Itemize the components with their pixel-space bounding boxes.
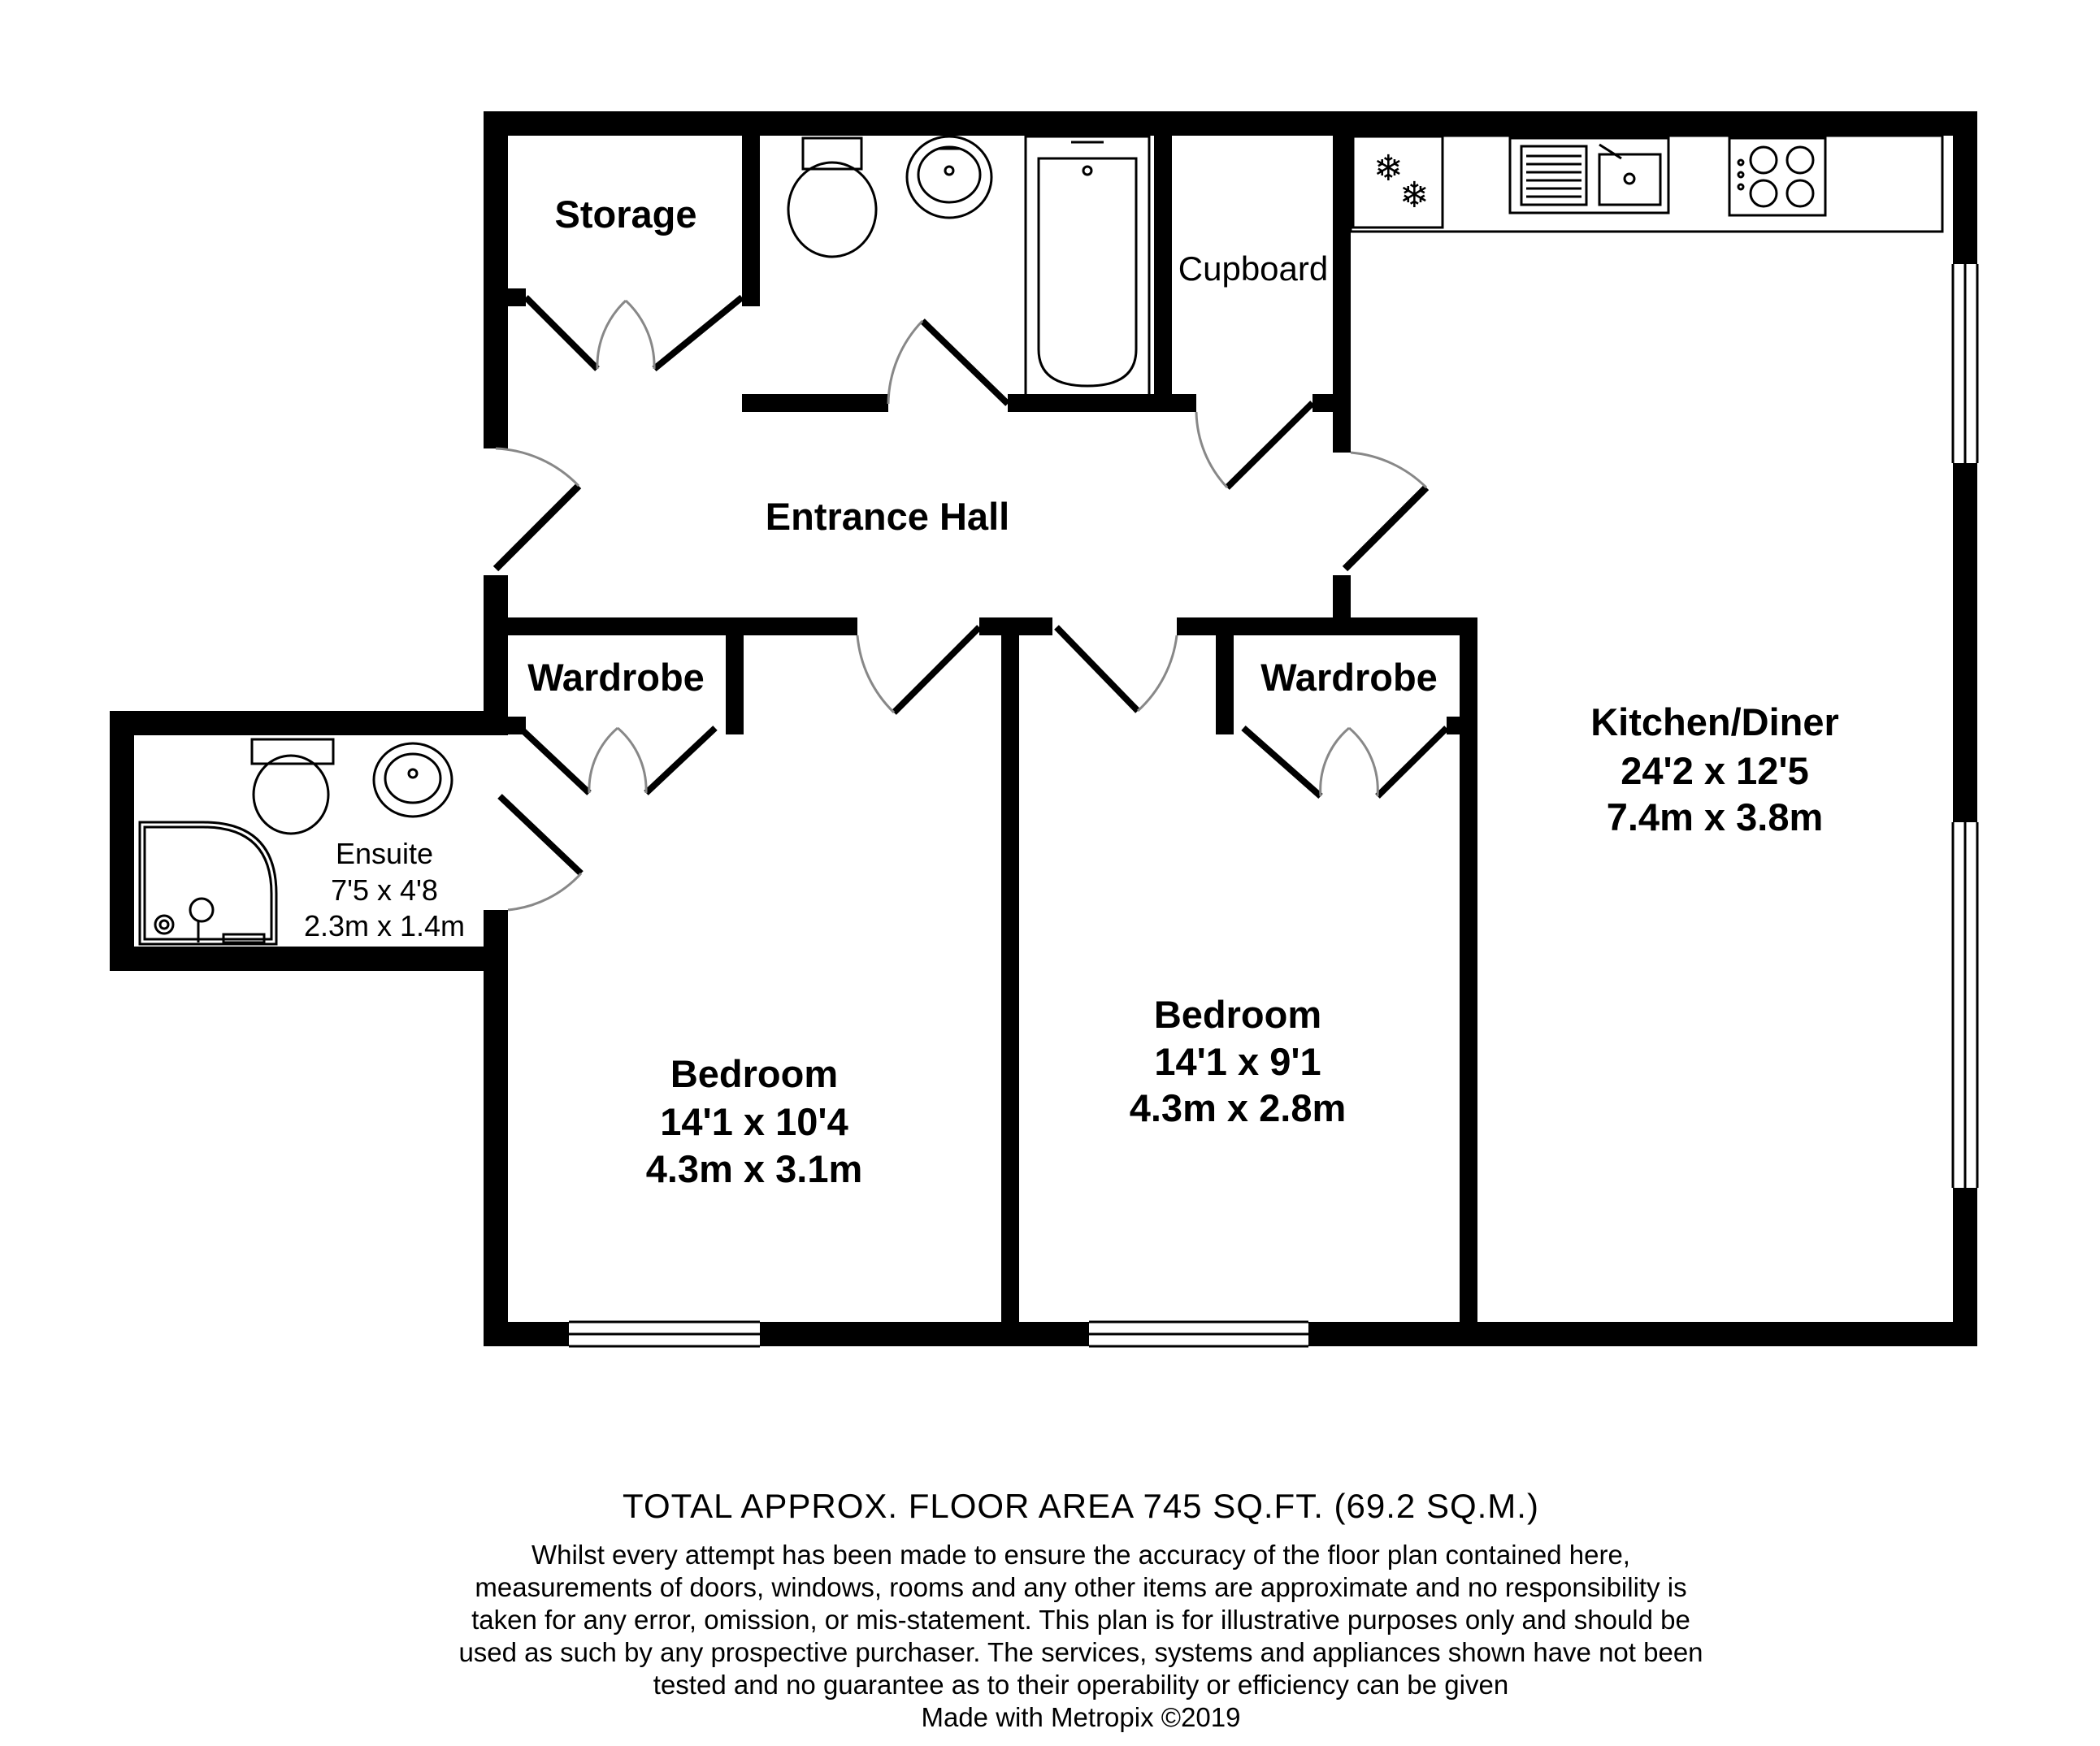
svg-text:❄: ❄: [1399, 175, 1430, 216]
fridge-freezer-icon: [1353, 136, 1443, 227]
window-kitchen-upper: [1949, 264, 1981, 463]
bedroom2-door: [1057, 627, 1177, 711]
svg-text:❄: ❄: [1373, 148, 1404, 189]
bedroom1-door: [857, 627, 979, 713]
kitchen-door: [1345, 453, 1426, 569]
kitchen-sink-icon: [1510, 138, 1668, 213]
ensuite-imperial: 7'5 x 4'8: [331, 873, 438, 907]
room-labels: [304, 193, 1839, 1190]
storage-label: Storage: [554, 193, 697, 236]
kitchen-counter: [1351, 136, 1942, 232]
ensuite-name: Ensuite: [335, 837, 434, 870]
window-bedroom2: [1089, 1318, 1308, 1350]
bathroom-basin-icon: [907, 136, 991, 218]
kitchen-name: Kitchen/Diner: [1590, 700, 1839, 743]
wardrobe-left-label: Wardrobe: [527, 656, 705, 699]
bedroom1-imperial: 14'1 x 10'4: [660, 1100, 848, 1143]
hob-icon: [1729, 138, 1825, 215]
bedroom1-metric: 4.3m x 3.1m: [645, 1147, 863, 1190]
ensuite-metric: 2.3m x 1.4m: [303, 909, 466, 942]
ensuite-toilet-icon: [252, 739, 333, 834]
bathroom-toilet-icon: [788, 138, 876, 257]
bath-icon: [1026, 136, 1149, 396]
entrance-door: [496, 448, 579, 569]
ensuite-door: [500, 796, 581, 910]
footer: [455, 1487, 1707, 1734]
wardrobe-right-label: Wardrobe: [1260, 656, 1438, 699]
cupboard-door: [1196, 403, 1312, 487]
shower-icon: [140, 822, 276, 944]
bedroom2-imperial: 14'1 x 9'1: [1154, 1040, 1321, 1083]
storage-doors: [526, 297, 742, 369]
bedroom2-metric: 4.3m x 2.8m: [1129, 1086, 1347, 1129]
doors: [496, 297, 1447, 910]
credit-text: Made with Metropix ©2019: [921, 1702, 1241, 1732]
bathroom-door: [888, 321, 1008, 404]
ensuite-basin-icon: [374, 743, 452, 817]
total-floor-area: TOTAL APPROX. FLOOR AREA 745 SQ.FT. (69.2 SQ.M.): [623, 1487, 1539, 1525]
cupboard-label: Cupboard: [1178, 249, 1329, 288]
kitchen-imperial: 24'2 x 12'5: [1621, 749, 1809, 792]
bedroom1-name: Bedroom: [670, 1052, 839, 1095]
disclaimer-text: Whilst every attempt has been made to ensure the accuracy of the floor plan contained here, measurements of doors, windows, rooms and any other items are approximate and no responsibility is taken for any error, omission, or mis-statement. This plan is for illustrative purposes only and should be used as such by any prospective purchaser. The services, systems and appliances shown have not been tested and no guarantee as to their operability or efficiency can be given: [458, 1540, 1703, 1700]
kitchen-metric: 7.4m x 3.8m: [1606, 795, 1824, 838]
entrance-hall-label: Entrance Hall: [765, 495, 1010, 538]
window-kitchen-lower: [1949, 822, 1981, 1188]
wardrobe-right-doors: [1243, 728, 1447, 796]
bedroom2-name: Bedroom: [1153, 993, 1322, 1036]
window-bedroom1: [569, 1318, 760, 1350]
wardrobe-left-doors: [520, 728, 715, 793]
